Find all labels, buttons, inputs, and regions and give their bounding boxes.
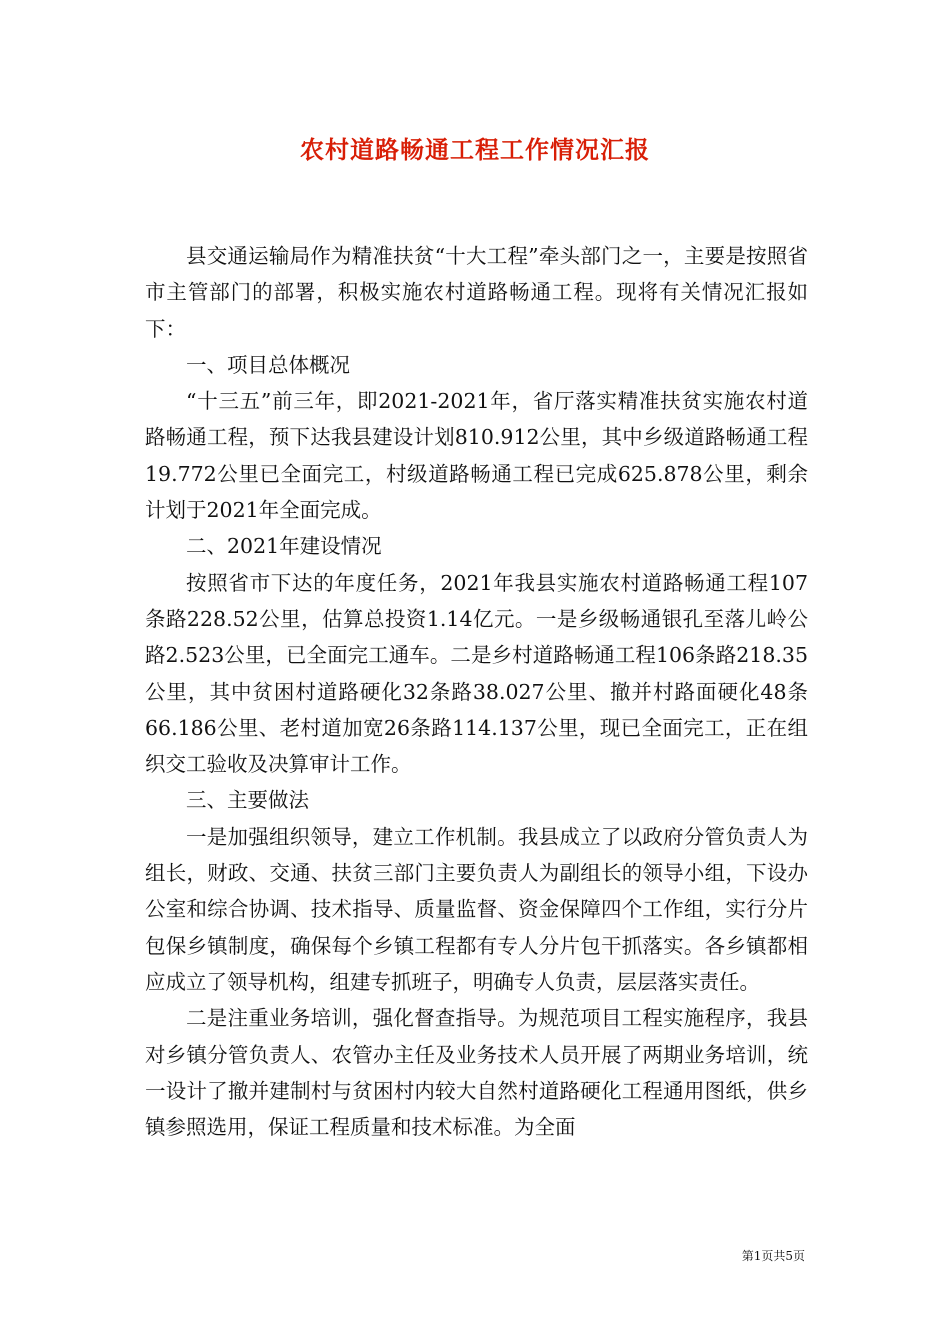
methods-paragraph-2: 二是注重业务培训，强化督查指导。为规范项目工程实施程序，我县对乡镇分管负责人、农管办主任及业务技术人员开展了两期业务培训，统一设计了撤并建制村与贫困村内较大自然村道路硬化工程通用图纸，供乡镇参照选用，保证工程质量和技术标准。为全面 (145, 1006, 808, 1140)
document-body (145, 238, 808, 1145)
intro-paragraph: 县交通运输局作为精准扶贫“十大工程”牵头部门之一，主要是按照省市主管部门的部署，积极实施农村道路畅通工程。现将有关情况汇报如下： (145, 244, 808, 341)
page-number: 第1页共5页 (741, 1249, 805, 1263)
section-heading-methods: 三、主要做法 (186, 788, 309, 813)
section-heading-overview: 一、项目总体概况 (186, 352, 350, 377)
document-title: 农村道路畅通工程工作情况汇报 (300, 135, 650, 164)
methods-paragraph-1: 一是加强组织领导，建立工作机制。我县成立了以政府分管负责人为组长，财政、交通、扶贫三部门主要负责人为副组长的领导小组，下设办公室和综合协调、技术指导、质量监督、资金保障四个工作组，实行分片包保乡镇制度，确保每个乡镇工程都有专人分片包干抓落实。各乡镇都相应成立了领导机构，组建专抓班子，明确专人负责，层层落实责任。 (145, 824, 808, 994)
construction-paragraph: 按照省市下达的年度任务，2021年我县实施农村道路畅通工程107条路228.52公里，估算总投资1.14亿元。一是乡级畅通银孔至落儿岭公路2.523公里，已全面完工通车。二是乡村道路畅通工程106条路218.35公里，其中贫困村道路硬化32条路38.027公里、撤并村路面硬化48条66.186公里、老村道加宽26条路114.137公里，现已全面完工，正在组织交工验收及决算审计工作。 (145, 570, 808, 777)
overview-paragraph: “十三五”前三年，即2021-2021年，省厅落实精准扶贫实施农村道路畅通工程，预下达我县建设计划810.912公里，其中乡级道路畅通工程19.772公里已全面完工，村级道路畅通工程已完成625.878公里，剩余计划于2021年全面完成。 (145, 389, 808, 523)
section-heading-construction: 二、2021年建设情况 (186, 534, 382, 559)
